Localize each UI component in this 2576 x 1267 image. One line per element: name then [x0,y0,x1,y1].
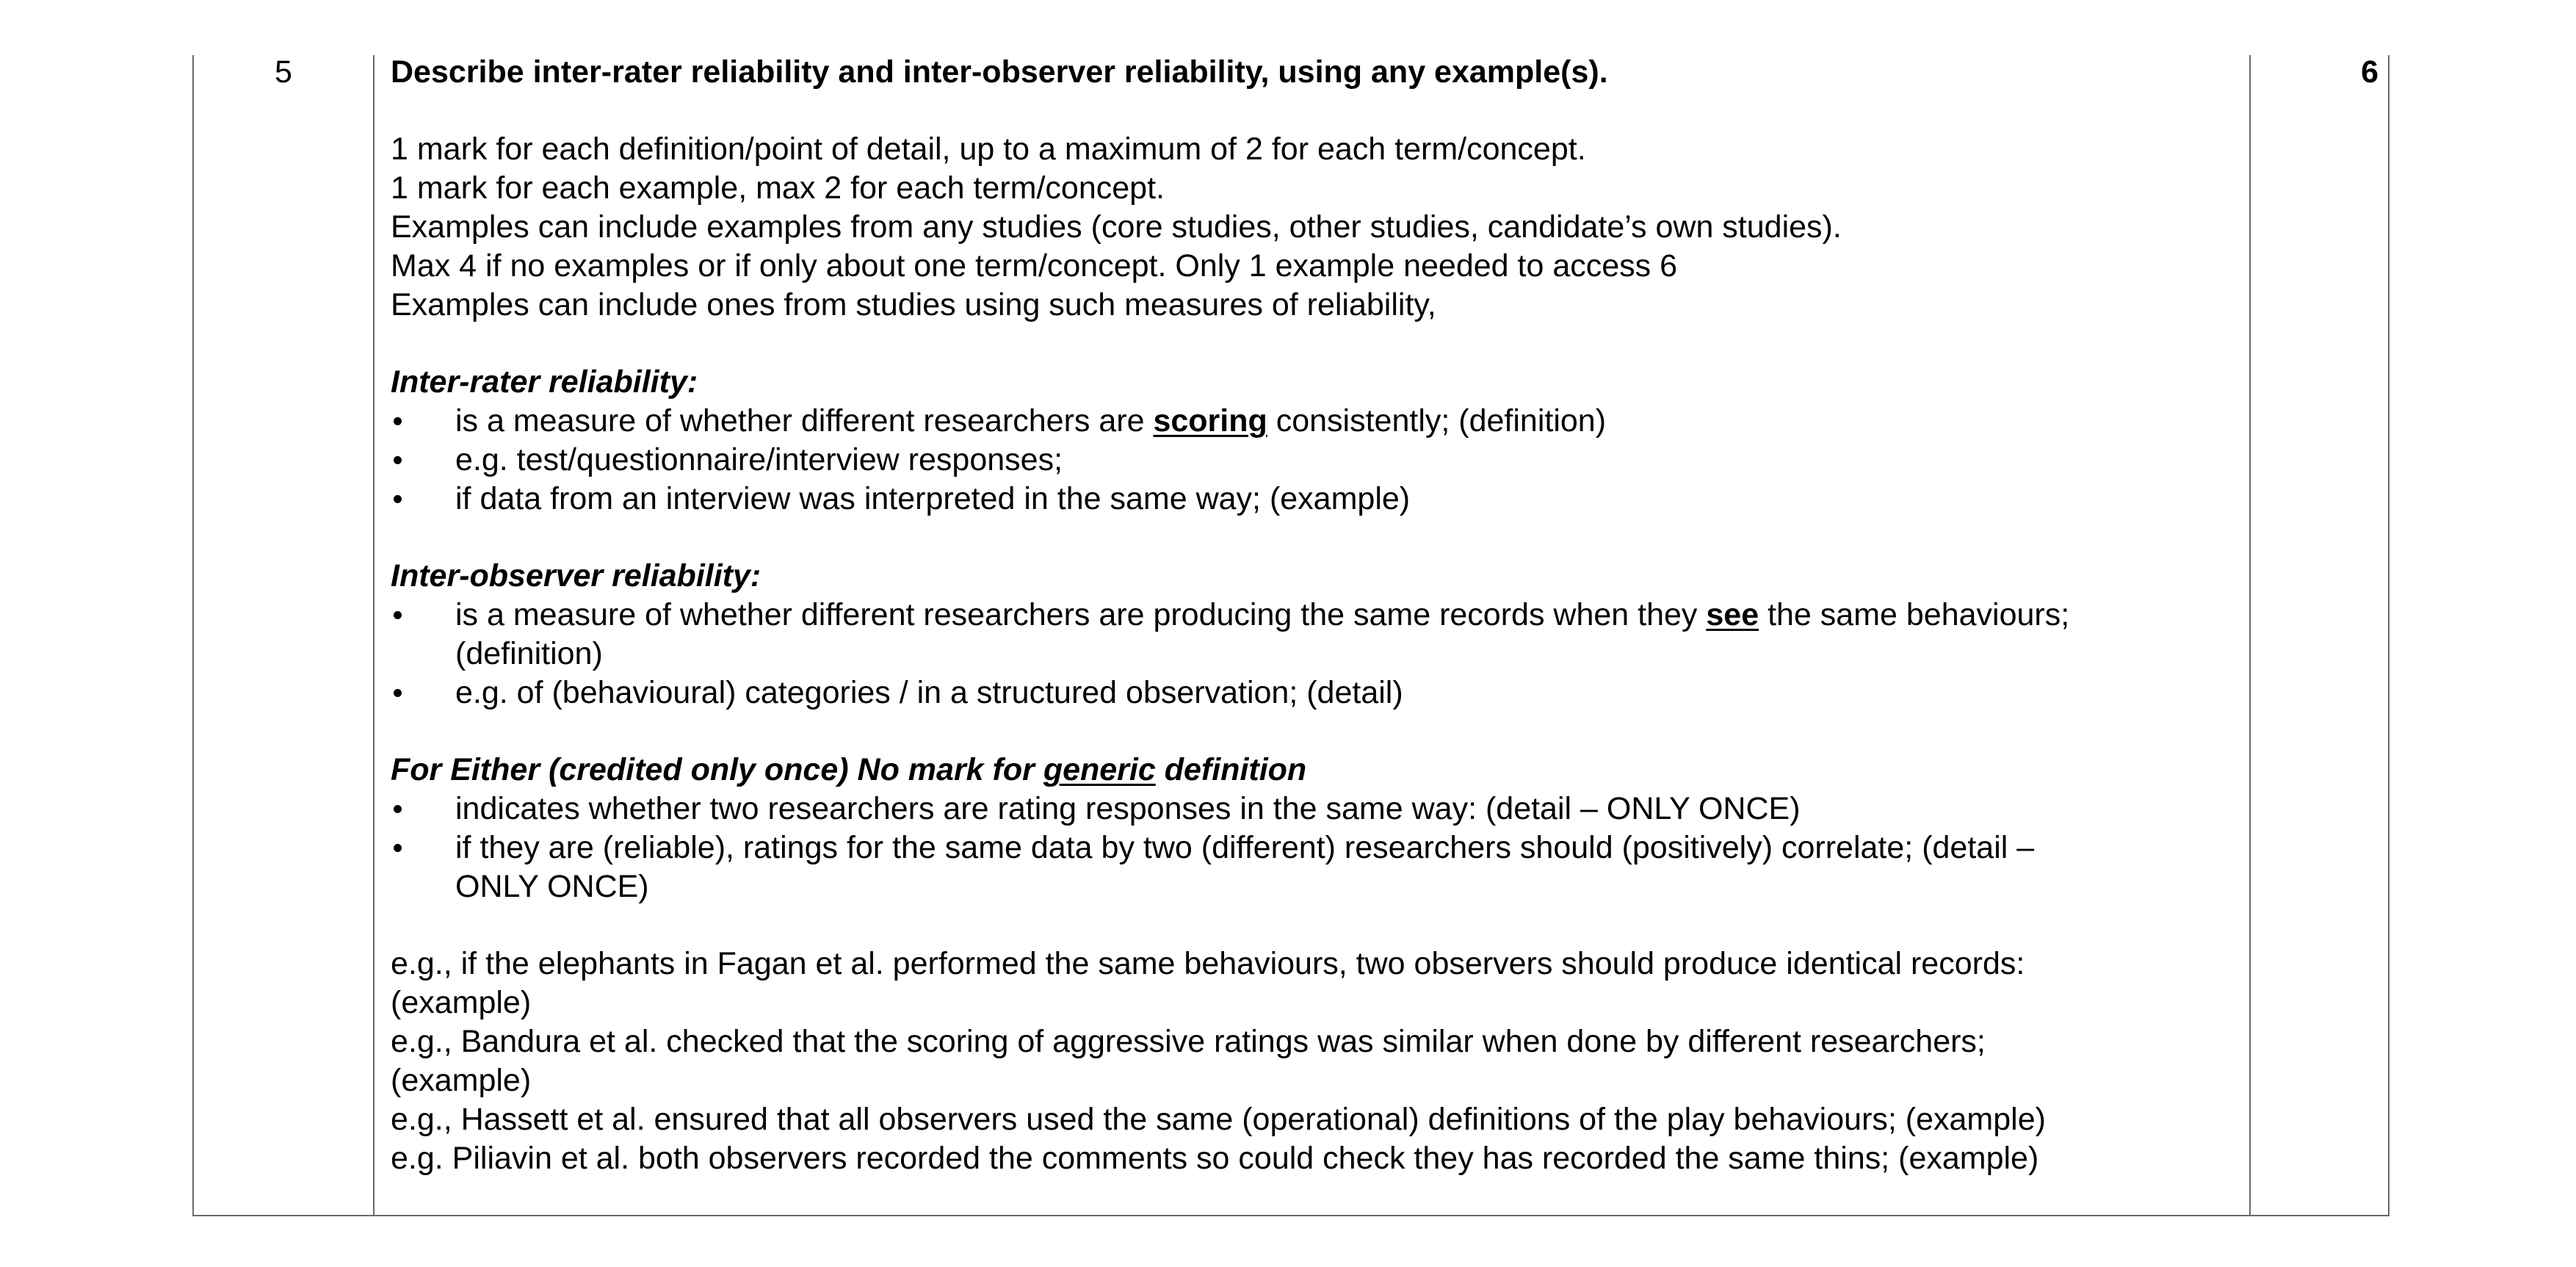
guidance-line: Max 4 if no examples or if only about one term/concept. Only 1 example needed to access 6 [391,248,1678,284]
example-line: e.g. Piliavin et al. both observers recorded the comments so could check they has recorded the same thins; (example) [391,1141,2039,1176]
emphasis-see: see [1706,597,1759,632]
question-marks [2251,53,2387,91]
question-title: Describe inter-rater reliability and inter-observer reliability, using any example(s). [391,54,1608,90]
bullet-text-continued: (definition) [455,636,603,671]
table-border-bottom [192,1215,2389,1216]
example-line: e.g., Bandura et al. checked that the scoring of aggressive ratings was similar when done by different researchers; [391,1024,1986,1059]
bullet-icon [394,417,402,425]
emphasis-scoring: scoring [1153,403,1267,438]
bullet-icon [394,611,402,619]
bullet-text: e.g. of (behavioural) categories / in a structured observation; (detail) [455,675,1403,710]
bullet-text: if data from an interview was interpreted in the same way; (example) [455,481,1411,516]
bullet-text: consistently; (definition) [1267,403,1607,438]
example-line: (example) [391,985,532,1020]
list-item [391,441,2234,480]
list-item [391,829,2234,906]
table-divider-marks [2249,55,2251,1216]
bullet-icon [394,456,402,464]
table-border-left [192,55,194,1216]
guidance-line: 1 mark for each definition/point of detail, up to a maximum of 2 for each term/concept. [391,131,1586,167]
example-line: (example) [391,1063,532,1098]
inter-observer-heading: Inter-observer reliability: [391,558,761,593]
bullet-text-continued: ONLY ONCE) [455,869,649,904]
table-divider-question [373,55,375,1216]
table-border-right [2388,55,2389,1216]
bullet-text: indicates whether two researchers are rating responses in the same way: (detail – ONLY ONCE) [455,791,1801,826]
list-item [391,402,2234,441]
bullet-text: is a measure of whether different researchers are [455,403,1154,438]
list-item [391,674,2234,712]
guidance-line: 1 mark for each example, max 2 for each term/concept. [391,170,1165,206]
inter-rater-heading: Inter-rater reliability: [391,364,698,400]
bullet-text: is a measure of whether different researchers are producing the same records when they [455,597,1707,632]
bullet-icon [394,495,402,503]
guidance-line: Examples can include ones from studies using such measures of reliability, [391,287,1436,322]
answer-cell [391,53,2234,1178]
heading-text: For Either (credited only once) No mark for [391,752,1043,787]
bullet-icon [394,805,402,813]
bullet-icon [394,689,402,697]
bullet-icon [394,844,402,852]
emphasis-generic: generic [1043,752,1156,787]
list-item [391,596,2234,674]
either-heading [391,751,2234,790]
bullet-text: the same behaviours; [1759,597,2070,632]
question-number: 5 [275,54,292,90]
bullet-text: e.g. test/questionnaire/interview responses; [455,442,1063,477]
list-item [391,480,2234,519]
example-line: e.g., Hassett et al. ensured that all observers used the same (operational) definitions of the play behaviours; (example) [391,1102,2046,1137]
list-item [391,790,2234,829]
heading-text: definition [1155,752,1307,787]
guidance-line: Examples can include examples from any studies (core studies, other studies, candidate’s own studies). [391,209,1842,245]
marks-value: 6 [2361,54,2378,90]
example-line: e.g., if the elephants in Fagan et al. performed the same behaviours, two observers should produce identical records: [391,946,2025,981]
bullet-text: if they are (reliable), ratings for the same data by two (different) researchers should (positively) correlate; (detail – [455,830,2035,865]
